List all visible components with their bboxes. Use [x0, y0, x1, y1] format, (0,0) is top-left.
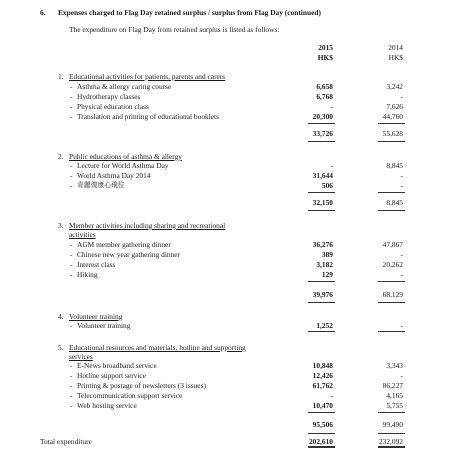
item-label: Hiking	[77, 270, 98, 279]
total-rule-2014	[378, 210, 405, 211]
item-value-2014: -	[400, 371, 403, 380]
section-number: 1.	[58, 72, 64, 81]
note-title: Expenses charged to Flag Day retained surplus / surplus from Flag Day (continued)	[58, 8, 321, 17]
item-label: E-News broadband service	[77, 361, 157, 370]
item-value-2015: 10,848	[312, 361, 333, 370]
total-rule-2014	[378, 302, 405, 303]
item-value-2015: 12,426	[312, 371, 333, 380]
item-value-2015: 6,658	[316, 82, 333, 91]
total-rule-2014	[378, 331, 405, 332]
bullet-dash: -	[70, 321, 73, 330]
column-header-2014: 2014	[388, 43, 403, 52]
section-number: 3.	[58, 221, 64, 230]
section-number: 4.	[58, 312, 64, 321]
bullet-dash: -	[70, 82, 73, 91]
bullet-dash: -	[70, 381, 73, 390]
column-unit-2014: HK$	[388, 53, 403, 62]
subtotal-rule-2014	[378, 281, 405, 282]
item-value-2015: -	[330, 161, 333, 170]
subtotal-rule-2015	[308, 192, 335, 193]
bullet-dash: -	[70, 250, 73, 259]
column-header-2015: 2015	[318, 43, 333, 52]
bullet-dash: -	[70, 92, 73, 101]
item-value-2015: 36,276	[312, 240, 333, 249]
item-value-2015: 61,762	[312, 381, 333, 390]
item-value-2015: 6,768	[316, 92, 333, 101]
item-label: Hotline support service	[77, 371, 146, 380]
item-label: Volunteer training	[77, 321, 131, 330]
item-value-2014: -	[400, 270, 403, 279]
section-total-2014: 68,129	[382, 290, 403, 299]
bullet-dash: -	[70, 391, 73, 400]
grand-total-double-rule-2015	[308, 446, 335, 448]
subtotal-rule-2014	[378, 123, 405, 124]
grand-total-2014: 232,092	[378, 437, 403, 446]
item-value-2014: -	[400, 92, 403, 101]
subtotal-rule-2014	[378, 192, 405, 193]
section-total-2015: 39,976	[312, 290, 333, 299]
section-title-line-1: Member activities including sharing and recreational	[69, 221, 226, 230]
item-value-2014: 4,165	[386, 391, 403, 400]
item-label: Asthma & allergy caring course	[77, 82, 172, 91]
grand-total-rule-2014	[378, 433, 405, 434]
section-total-2015: 32,150	[312, 198, 333, 207]
item-label: Chinese new year gathering dinner	[77, 250, 181, 259]
bullet-dash: -	[70, 112, 73, 121]
item-value-2014: 47,867	[382, 240, 403, 249]
item-value-2014: -	[400, 321, 403, 330]
subtotal-rule-2015	[308, 412, 335, 413]
grand-total-label: Total expenditure	[40, 437, 92, 446]
item-value-2014: 20,262	[382, 260, 403, 269]
section-title-line-1: Educational resources and materials, hotline and supporting	[69, 343, 246, 352]
section-total-2015: 95,506	[312, 420, 333, 429]
item-value-2014: 3,242	[386, 82, 403, 91]
column-unit-2015: HK$	[317, 53, 333, 62]
subtotal-rule-2014	[378, 412, 405, 413]
item-label: 肯麗復康心飛位	[77, 181, 125, 189]
section-title: Educational activities for patients, parents and carers	[69, 72, 226, 81]
bullet-dash: -	[70, 371, 73, 380]
bullet-dash: -	[70, 260, 73, 269]
item-label: Lecture for World Asthma Day	[77, 161, 169, 170]
bullet-dash: -	[70, 270, 73, 279]
section-total-2014: 8,845	[386, 198, 403, 207]
total-rule-2014	[378, 141, 405, 142]
bullet-dash: -	[70, 171, 73, 180]
item-value-2014: 3,343	[386, 361, 403, 370]
bullet-dash: -	[70, 102, 73, 111]
bullet-dash: -	[70, 161, 73, 170]
bullet-dash: -	[70, 181, 73, 190]
item-value-2015: 506	[321, 181, 333, 190]
item-value-2014: -	[400, 181, 403, 190]
item-label: Hydrotherapy classes	[77, 92, 141, 101]
item-value-2014: -	[400, 171, 403, 180]
item-label: Physical education class	[77, 102, 149, 111]
item-value-2015: -	[330, 391, 333, 400]
item-value-2014: 8,845	[386, 161, 403, 170]
total-rule-2015	[308, 141, 335, 142]
item-value-2015: -	[330, 102, 333, 111]
bullet-dash: -	[70, 401, 73, 410]
total-rule-2015	[308, 302, 335, 303]
item-value-2015: 389	[321, 250, 333, 259]
item-value-2014: 7,626	[386, 102, 403, 111]
item-value-2015: 1,252	[316, 321, 333, 330]
total-rule-2015	[308, 210, 335, 211]
section-title: Volunteer training	[69, 312, 123, 321]
intro-text: The expenditure on Flag Day from retained surplus is listed as follows:	[69, 25, 280, 34]
note-number: 6.	[40, 8, 46, 17]
grand-total-2015: 202,610	[308, 437, 333, 446]
section-title: Public educations of asthma & allergy	[69, 152, 182, 161]
item-value-2015: 10,470	[312, 401, 333, 410]
total-rule-2015	[308, 331, 335, 332]
item-label: AGM member gathering dinner	[77, 240, 171, 249]
bullet-dash: -	[70, 361, 73, 370]
section-total-2015: 33,726	[312, 129, 333, 138]
item-value-2014: -	[400, 250, 403, 259]
section-title-line-2: services	[69, 352, 93, 361]
subtotal-rule-2015	[308, 123, 335, 124]
item-label: Interest class	[77, 260, 116, 269]
section-title-line-2: activities	[69, 230, 96, 239]
item-value-2015: 31,644	[312, 171, 333, 180]
subtotal-rule-2015	[308, 281, 335, 282]
item-value-2014: 44,760	[382, 112, 403, 121]
section-total-2014: 55,628	[382, 129, 403, 138]
item-label: Translation and printing of educational booklets	[77, 112, 219, 121]
item-label: Printing & postage of newsletters (3 issues)	[77, 381, 206, 390]
item-label: Telecommunication support service	[77, 391, 183, 400]
bullet-dash: -	[70, 240, 73, 249]
section-total-2014: 99,490	[382, 420, 403, 429]
section-number: 5.	[58, 343, 64, 352]
item-label: World Asthma Day 2014	[77, 171, 151, 180]
item-value-2015: 3,182	[316, 260, 333, 269]
item-label: Web hosting service	[77, 401, 137, 410]
grand-total-rule-2015	[308, 433, 335, 434]
item-value-2015: 129	[321, 270, 333, 279]
item-value-2014: 5,755	[386, 401, 403, 410]
item-value-2015: 20,300	[312, 112, 333, 121]
item-value-2014: 86,227	[382, 381, 403, 390]
section-number: 2.	[58, 152, 64, 161]
grand-total-double-rule-2014	[378, 446, 405, 448]
